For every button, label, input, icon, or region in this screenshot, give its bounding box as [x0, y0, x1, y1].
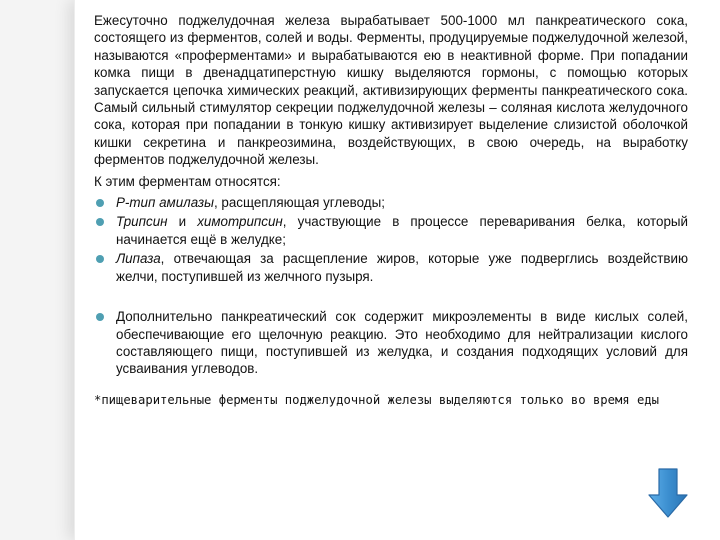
- footnote: *пищеварительные ферменты поджелудочной железы выделяются только во время еды: [94, 392, 659, 407]
- list-item: [94, 213, 688, 248]
- enzyme-term: Липаза: [116, 251, 161, 267]
- list-item: [94, 250, 688, 285]
- slide-content: [94, 12, 688, 421]
- bullet-icon: [96, 255, 104, 263]
- enzyme-description: , участвующие в процессе переваривания белка, который начинается ещё в желудке;: [116, 214, 688, 247]
- enzyme-term: Р-тип амилазы: [116, 195, 214, 211]
- down-arrow-icon[interactable]: [648, 468, 688, 518]
- enzyme-list: [94, 194, 688, 378]
- list-item: [94, 308, 688, 378]
- enzyme-description: , расщепляющая углеводы;: [213, 195, 385, 211]
- bullet-icon: [96, 313, 104, 321]
- list-spacer: [94, 287, 688, 306]
- extra-paragraph: Дополнительно панкреатический сок содержит микроэлементы в виде кислых солей, обеспечивающие его щелочную реакцию. Это необходимо для нейтрализации кислого составляющего пищи, поступившей из желудка, и создания подходящих условий для усваивания углеводов.: [116, 309, 688, 377]
- bullet-icon: [96, 199, 104, 207]
- enzymes-intro: К этим ферментам относятся:: [94, 173, 281, 189]
- enzyme-term: Трипсин: [116, 214, 168, 230]
- bullet-icon: [96, 218, 104, 226]
- list-item: [94, 194, 688, 211]
- enzyme-term: химотрипсин: [197, 214, 283, 230]
- main-paragraph: Ежесуточно поджелудочная железа вырабатывает 500-1000 мл панкреатического сока, состоящего из ферментов, солей и воды. Ферменты, продуцируемые поджелудочной железой, называются «проферментами» и вырабатываются ею в неактивной форме. При попадании комка пищи в двенадцатиперстную кишку выделяются гормоны, с помощью которых запускается цепочка химических реакций, активизирующих ферменты панкреатического сока. Самый сильный стимулятор секреции поджелудочной железы – соляная кислота желудочного сока, которая при попадании в тонкую кишку активизирует выделение слизистой оболочкой кишки секретина и панкреозимина, воздействующих, в свою очередь, на выработку ферментов поджелудочной железы.: [94, 13, 688, 168]
- connector-text: и: [167, 214, 198, 230]
- enzyme-description: , отвечающая за расщепление жиров, которые уже подверглись воздействию желчи, поступившей из желчного пузыря.: [116, 251, 688, 284]
